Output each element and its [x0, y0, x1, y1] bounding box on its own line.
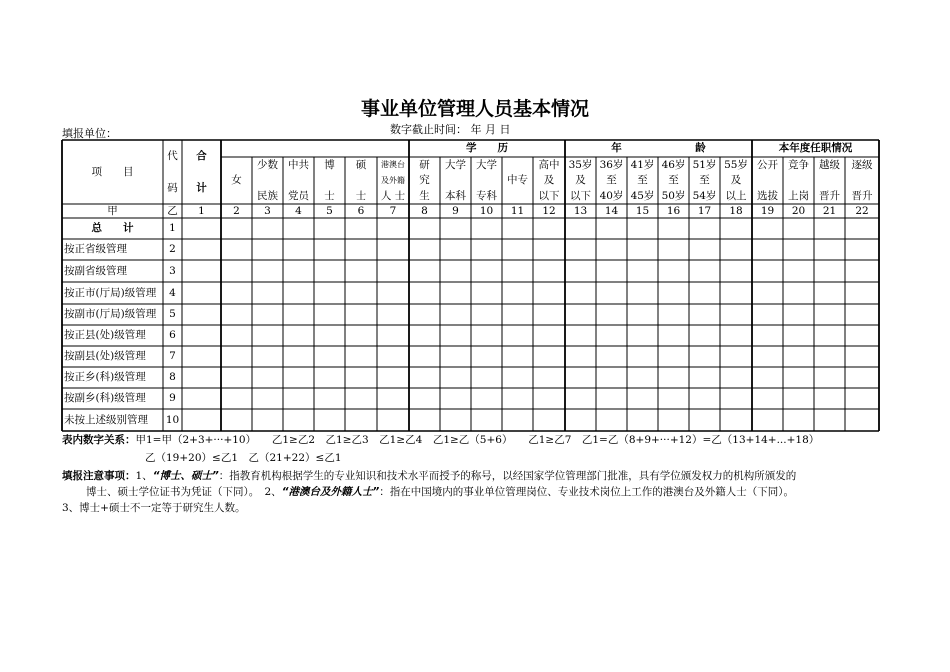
header-age-5-mid: 至: [699, 174, 710, 187]
index-cell: 14: [604, 204, 619, 217]
header-education-2-line2: [440, 173, 471, 188]
header-master-line2: [345, 173, 377, 188]
row-code: 10: [165, 413, 180, 426]
header-age-1-mid: 及: [575, 174, 586, 187]
header-age-6-bottom: 以上: [725, 189, 747, 202]
header-age-3-mid: 至: [637, 174, 648, 187]
index-cell: 甲: [107, 204, 118, 217]
header-appointment-3-line3: [814, 188, 845, 204]
header-master-line1: [345, 157, 377, 173]
fill-p2-term: “港澳台及外籍人士”: [281, 486, 380, 498]
row-label: 按副市(厅局)级管理: [64, 308, 157, 321]
header-appointment-4-line3: [845, 188, 879, 204]
header-age-5-line1: [689, 157, 720, 173]
header-age-4-line3: [658, 188, 689, 204]
row-label: 按副县(处)级管理: [64, 350, 146, 363]
header-appointment-3-top: 越级: [819, 158, 840, 171]
header-minority-top: 少数: [257, 158, 278, 171]
header-education-2-line3: [440, 188, 471, 204]
row-label: 按正县(处)级管理: [64, 329, 146, 342]
header-education-2-top: 大学: [445, 158, 466, 171]
header-age-1-line2: [565, 173, 596, 188]
row-label: 按正乡(科)级管理: [64, 371, 146, 384]
header-master-bottom: 士: [355, 189, 367, 202]
header-hkmt-line3: 人 士: [380, 189, 406, 202]
header-age-2-top: 36岁: [599, 158, 624, 171]
header-doctor-line2: [314, 173, 345, 188]
fill-note-line1: [62, 468, 796, 483]
header-education-2-bottom: 本科: [445, 189, 466, 202]
header-education-3-top: 大学: [476, 158, 497, 171]
header-party-bottom: 党员: [288, 189, 309, 202]
header-age-4-mid: 至: [668, 174, 679, 187]
header-minority-line1: [252, 157, 283, 173]
header-age-6-line3: [720, 188, 752, 204]
header-age-2-bottom: 40岁: [599, 189, 624, 202]
header-master-line3: [345, 188, 377, 204]
header-age-group: 年 龄: [611, 142, 706, 155]
header-appointment-3-bottom: 晋升: [819, 189, 840, 202]
index-cell: 19: [760, 204, 775, 217]
header-appointment-4-bottom: 晋升: [851, 189, 873, 202]
header-code-top: 代: [167, 149, 178, 162]
header-appointment-2-top: 竞争: [788, 158, 809, 171]
index-cell: 16: [666, 204, 681, 217]
header-education-1-line2: [409, 173, 440, 188]
header-age-1-line3: [565, 188, 596, 204]
header-appointment-1-line2: [752, 173, 783, 188]
row-code: 6: [169, 329, 176, 342]
header-education-1-line3: [409, 188, 440, 204]
index-cell: 22: [855, 204, 869, 217]
header-age-4-bottom: 50岁: [661, 189, 686, 202]
fill-p2-prefix: 博士、硕士学位证书为凭证（下同）。 2、: [86, 486, 282, 498]
header-age-3-top: 41岁: [630, 158, 655, 171]
header-education-4-line1: [502, 157, 533, 173]
header-education-5-bottom: 以下: [538, 189, 560, 202]
row-code: 4: [169, 286, 176, 299]
header-appointment-2-bottom: 上岗: [788, 189, 809, 202]
header-age-2-line1: [596, 157, 627, 173]
relation-note-line2: 乙（19+20）≤乙1 乙（21+22）≤乙1: [145, 452, 342, 464]
fill-p1-term: “博士、硕士”: [152, 470, 219, 482]
index-cell: 8: [421, 204, 428, 217]
index-cell: 5: [326, 204, 333, 217]
row-label: 按正市(厅局)级管理: [64, 286, 157, 299]
header-appointment-1-top: 公开: [757, 158, 778, 171]
index-cell: 21: [822, 204, 837, 217]
index-cell: 2: [233, 204, 240, 217]
header-education-5-line1: [533, 157, 565, 173]
relation-label: 表内数字关系：: [62, 434, 136, 446]
header-education-5-top: 高中: [538, 158, 560, 171]
header-education-4-mid: 中专: [507, 174, 528, 187]
header-age-5-line3: [689, 188, 720, 204]
row-code: 3: [169, 264, 176, 277]
header-party-line3: [283, 188, 314, 204]
header-appointment-1-line1: [752, 157, 783, 173]
header-hkmt-line2: 及外籍: [381, 175, 405, 185]
header-age-3-line3: [627, 188, 658, 204]
relation-note-line1: [62, 432, 819, 447]
header-party-line2: [283, 173, 314, 188]
index-cell: 乙: [167, 204, 178, 217]
index-cell: 17: [697, 204, 712, 217]
header-age-1-top: 35岁: [568, 158, 593, 171]
header-education-3-line2: [471, 173, 502, 188]
fill-p1-text: ：指教育机构根据学生的专业知识和技术水平而授予的称号，以经国家学位管理部门批准，具有学位颁发权力的机构所颁发的: [218, 470, 797, 482]
header-education-2-line1: [440, 157, 471, 173]
index-cell: 12: [542, 204, 556, 217]
header-age-5-line2: [689, 173, 720, 188]
header-appointment-2-line2: [783, 173, 814, 188]
header-age-2-mid: 至: [606, 174, 617, 187]
header-age-6-top: 55岁: [724, 158, 748, 171]
header-education-4-line3: [502, 188, 533, 204]
header-appointment-3-line1: [814, 157, 845, 173]
row-code: 2: [169, 243, 176, 256]
header-doctor-top: 博: [324, 158, 335, 171]
header-minority-line2: [252, 173, 283, 188]
row-label: 按副乡(科)级管理: [64, 392, 146, 405]
row-label: 按副省级管理: [64, 264, 127, 277]
header-appointment-group: 本年度任职情况: [778, 142, 853, 155]
header-age-1-line1: [565, 157, 596, 173]
header-education-3-bottom: 专科: [476, 189, 497, 202]
row-code: 5: [169, 308, 176, 321]
header-age-4-line1: [658, 157, 689, 173]
header-appointment-4-top: 逐级: [851, 158, 873, 171]
header-appointment-1-bottom: 选拔: [757, 189, 778, 202]
header-age-3-line1: [627, 157, 658, 173]
header-doctor-line3: [314, 188, 345, 204]
header-age-5-bottom: 54岁: [692, 189, 717, 202]
header-appointment-4-line1: [845, 157, 879, 173]
index-cell: 11: [510, 204, 525, 217]
header-education-5-line3: [533, 188, 565, 204]
header-party-line1: [283, 157, 314, 173]
header-education-1-mid: 究: [419, 174, 430, 187]
row-label: 总 计: [91, 222, 134, 235]
fill-note-line2: [86, 484, 794, 499]
header-total-top: 合: [196, 149, 207, 162]
header-education-group: 学 历: [466, 142, 508, 155]
deadline-label: 数字截止时间： 年 月 日: [390, 123, 511, 136]
header-appointment-2-line1: [783, 157, 814, 173]
index-cell: 7: [389, 204, 397, 217]
header-appointment-4-line2: [845, 173, 879, 188]
relation-text-1: 甲1=甲（2+3+···+10） 乙1≥乙2 乙1≥乙3 乙1≥乙4 乙1≥乙（5+6） 乙1≥乙7 乙1=乙（8+9+···+12）=乙（13+14+...+18）: [135, 434, 820, 446]
index-cell: 3: [264, 204, 271, 217]
index-cell: 1: [198, 204, 205, 217]
row-code: 7: [169, 350, 176, 363]
header-education-3-line1: [471, 157, 502, 173]
fill-note-line3: 3、博士+硕士不一定等于研究生人数。: [62, 502, 246, 514]
header-age-1-bottom: 以下: [570, 189, 591, 202]
header-education-5-line2: [533, 173, 565, 188]
page-title: 事业单位管理人员基本情况: [360, 98, 589, 120]
header-education-3-line3: [471, 188, 502, 204]
header-party-top: 中共: [288, 158, 309, 171]
header-education-4-line2: [502, 173, 533, 188]
header-age-2-line2: [596, 173, 627, 188]
index-cell: 4: [295, 204, 302, 217]
fill-p1-prefix: 1、: [135, 470, 153, 482]
header-minority-bottom: 民族: [257, 189, 278, 202]
index-cell: 18: [729, 204, 743, 217]
header-minority-line3: [252, 188, 283, 204]
header-item: 项 目: [91, 165, 134, 178]
row-code: 1: [169, 222, 176, 235]
header-age-6-line2: [720, 173, 752, 188]
header-age-4-top: 46岁: [661, 158, 686, 171]
row-label: 未按上述级别管理: [64, 413, 148, 426]
header-hkmt-line1: 港澳台: [381, 160, 405, 170]
header-education-1-top: 研: [419, 158, 430, 171]
header-age-4-line2: [658, 173, 689, 188]
header-female: 女: [231, 174, 242, 187]
header-doctor-bottom: 士: [324, 189, 335, 202]
row-code: 9: [169, 392, 176, 405]
header-age-3-bottom: 45岁: [630, 189, 655, 202]
index-cell: 13: [573, 204, 588, 217]
header-education-5-mid: 及: [543, 174, 555, 187]
index-cell: 9: [452, 204, 459, 217]
fill-p2-text: ：指在中国境内的事业单位管理岗位、专业技术岗位上工作的港澳台及外籍人士（下同）。: [379, 486, 794, 498]
index-cell: 15: [635, 204, 650, 217]
row-code: 8: [169, 371, 176, 384]
header-doctor-line1: [314, 157, 345, 173]
fill-label: 填报注意事项：: [62, 470, 136, 482]
reporting-unit-label: 填报单位：: [62, 127, 117, 140]
header-age-5-top: 51岁: [692, 158, 717, 171]
header-appointment-1-line3: [752, 188, 783, 204]
header-education-1-bottom: 生: [419, 189, 430, 202]
header-age-2-line3: [596, 188, 627, 204]
header-appointment-2-line3: [783, 188, 814, 204]
index-cell: 20: [791, 204, 806, 217]
header-age-6-line1: [720, 157, 752, 173]
header-age-3-line2: [627, 173, 658, 188]
header-code-bottom: 码: [167, 181, 178, 194]
header-master-top: 硕: [355, 158, 367, 171]
header-age-6-mid: 及: [730, 174, 742, 187]
header-total-bottom: 计: [196, 181, 207, 194]
index-cell: 10: [479, 204, 494, 217]
header-education-1-line1: [409, 157, 440, 173]
index-cell: 6: [357, 204, 365, 217]
row-label: 按正省级管理: [64, 243, 127, 256]
header-appointment-3-line2: [814, 173, 845, 188]
